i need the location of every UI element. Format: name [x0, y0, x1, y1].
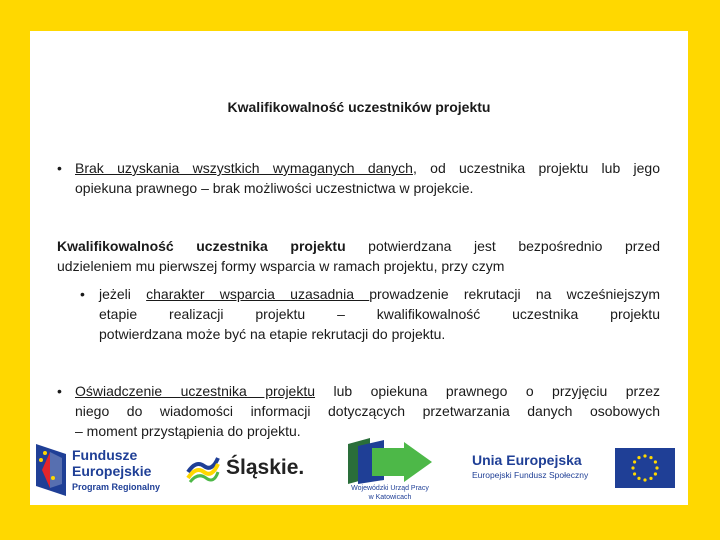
bullet-line-1 — [75, 158, 660, 178]
eu-line-2: Europejski Fundusz Społeczny — [472, 470, 589, 480]
eu-flag — [615, 448, 675, 488]
slide — [30, 31, 688, 505]
fe-line-1: Fundusze — [72, 447, 138, 463]
support-character-text: charakter wsparcia uzasadnia — [146, 286, 370, 302]
slaskie-waves-icon — [186, 450, 220, 484]
sub-bullet-line-2: etapie realizacji projektu – kwalifikowalność uczestnika projektu — [99, 306, 660, 322]
bullet-line-1 — [75, 381, 660, 401]
logos-strip — [30, 436, 688, 505]
bullet-dot: • — [80, 286, 85, 302]
fe-logo — [36, 444, 176, 498]
eu-line-1: Unia Europejska — [472, 452, 582, 468]
slaskie-text: Śląskie. — [226, 456, 305, 479]
bullet-text: , od uczestnika projektu lub jego — [412, 160, 661, 176]
wup-logo — [340, 438, 440, 504]
missing-data-text: Brak uzyskania wszystkich wymaganych danych — [75, 160, 413, 176]
bullet-dot: • — [57, 160, 62, 176]
bullet-dot: • — [57, 383, 62, 399]
fe-line-3: Program Regionalny — [72, 482, 161, 492]
eu-text-block — [472, 451, 612, 481]
sub-bullet-prefix: jeżeli — [99, 286, 147, 302]
slaskie-logo — [186, 450, 316, 490]
sub-bullet-line-3: potwierdzana może być na etapie rekrutacji do projektu. — [99, 326, 446, 342]
bullet-line-2: niego do wiadomości informacji dotyczących przetwarzania danych osobowych — [75, 403, 660, 419]
slide-title: Kwalifikowalność uczestników projektu — [227, 99, 491, 115]
paragraph-text: potwierdzana jest bezpośrednio przed — [345, 238, 660, 254]
eu-stars-icon — [615, 448, 675, 488]
bullet-line-3: – moment przystąpienia do projektu. — [75, 423, 301, 439]
declaration-text: Oświadczenie — [75, 383, 181, 399]
fe-flag-icon — [36, 444, 66, 496]
paragraph-line-1 — [57, 236, 660, 256]
bullet-text: lub opiekuna prawnego o przyjęciu przez — [315, 383, 660, 399]
wup-line-1: Wojewódzki Urząd Pracy — [351, 485, 429, 492]
bullet-line-2: opiekuna prawnego – brak możliwości uczestnictwa w projekcie. — [75, 180, 474, 196]
sub-bullet-line-1 — [99, 284, 660, 304]
wup-line-2: w Katowicach — [368, 494, 412, 501]
sub-bullet-text: prowadzenie rekrutacji na wcześniejszym — [369, 286, 660, 302]
eligibility-bold: Kwalifikowalność uczestnika projektu — [57, 238, 346, 254]
fe-line-2: Europejskie — [72, 463, 152, 479]
paragraph-line-2: udzieleniem mu pierwszej formy wsparcia w ramach projektu, przy czym — [57, 258, 505, 274]
wup-arrow-icon — [344, 438, 436, 484]
participant-text: uczestnika projektu — [180, 383, 316, 399]
